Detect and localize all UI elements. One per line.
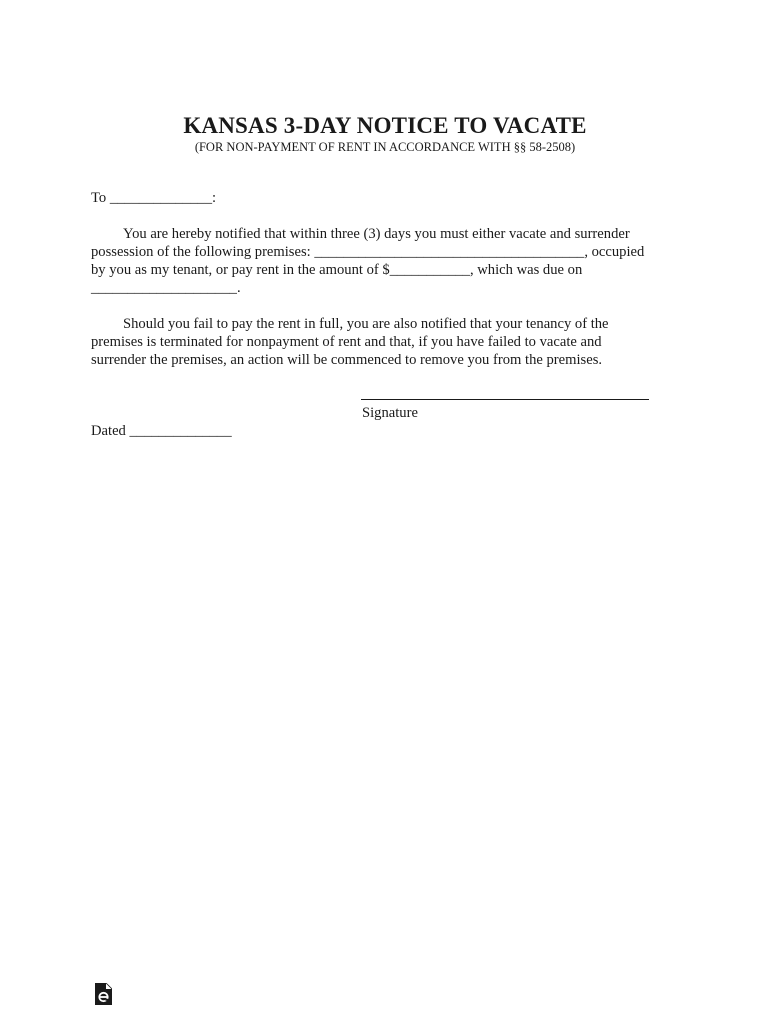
signature-label: Signature (362, 405, 418, 421)
paragraph1-line: You are hereby notified that within three (3) days you must either vacate and surrender (123, 226, 630, 242)
to-line: To ______________: (91, 190, 217, 206)
paragraph2-line: surrender the premises, an action will be commenced to remove you from the premises. (91, 352, 603, 368)
document-subtitle: (FOR NON-PAYMENT OF RENT IN ACCORDANCE WITH §§ 58-2508) (194, 140, 576, 154)
eforms-logo-icon (94, 983, 112, 1005)
document-title: KANSAS 3-DAY NOTICE TO VACATE (183, 113, 587, 138)
signature-line (361, 399, 649, 400)
paragraph1-line: ____________________. (91, 280, 241, 296)
paragraph2-line: Should you fail to pay the rent in full, you are also notified that your tenancy of the (123, 316, 609, 332)
paragraph1-line: possession of the following premises: _____________________________________, occupied (91, 244, 645, 260)
paragraph2-line: premises is terminated for nonpayment of rent and that, if you have failed to vacate and (91, 334, 602, 350)
dated-line: Dated ______________ (91, 423, 232, 439)
paragraph1-line: by you as my tenant, or pay rent in the amount of $___________, which was due on (91, 262, 583, 278)
